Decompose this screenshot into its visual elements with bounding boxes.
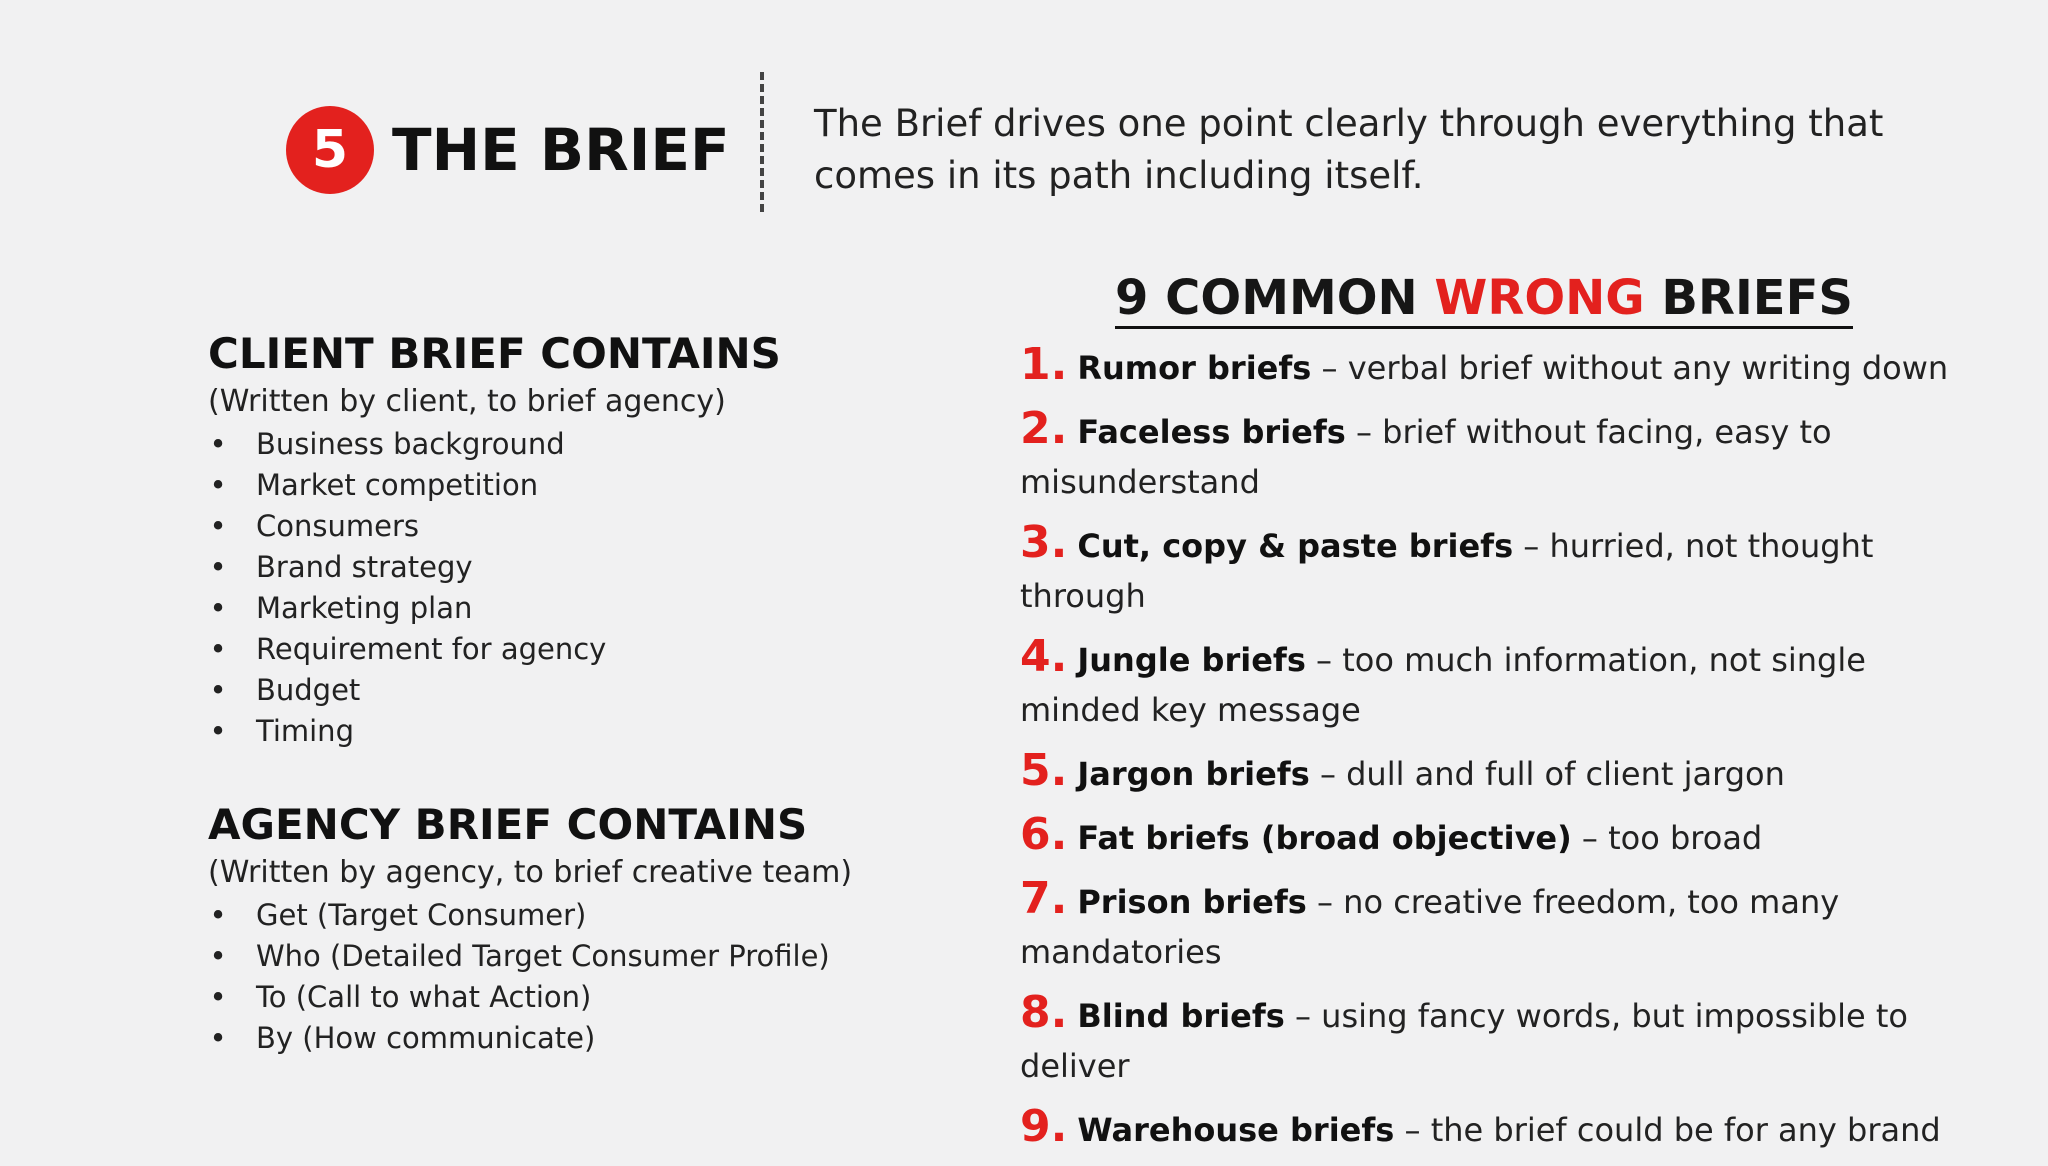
- wrong-brief-item: [1020, 404, 1960, 507]
- bullet-icon: •: [209, 427, 227, 461]
- wrong-brief-item: [1020, 518, 1960, 621]
- item-description: – too much information, not single minded key message: [1020, 641, 1866, 729]
- item-name: Blind briefs: [1077, 997, 1285, 1035]
- list-item: [208, 547, 848, 588]
- list-item-text: To (Call to what Action): [256, 980, 592, 1014]
- list-item-text: Requirement for agency: [256, 632, 607, 666]
- list-item: [208, 465, 848, 506]
- list-item: [208, 588, 848, 629]
- wrong-brief-item: [1020, 746, 1960, 799]
- item-number: 2.: [1020, 403, 1068, 454]
- item-description: – using fancy words, but impossible to deliver: [1020, 997, 1908, 1085]
- item-name: Jungle briefs: [1077, 641, 1306, 679]
- item-number: 5.: [1020, 745, 1068, 796]
- list-item: [208, 506, 848, 547]
- wrong-brief-item: [1020, 810, 1960, 863]
- agency-brief-list: [208, 895, 848, 1059]
- title-part-2: BRIEFS: [1644, 270, 1853, 326]
- list-item-text: Market competition: [256, 468, 539, 502]
- item-name: Cut, copy & paste briefs: [1077, 527, 1514, 565]
- list-item: [208, 424, 848, 465]
- item-description: – no creative freedom, too many mandatories: [1020, 883, 1840, 971]
- section-number-badge: 5: [286, 106, 374, 194]
- list-item-text: By (How communicate): [256, 1021, 596, 1055]
- item-number: 6.: [1020, 809, 1068, 860]
- client-brief-section: [208, 326, 848, 752]
- list-item-text: Brand strategy: [256, 550, 473, 584]
- list-item-text: Timing: [256, 714, 354, 748]
- item-number: 4.: [1020, 631, 1068, 682]
- title-part-1: 9 COMMON: [1115, 270, 1435, 326]
- page-title: THE BRIEF: [392, 116, 730, 184]
- agency-brief-section: [208, 797, 853, 1059]
- list-item: [208, 1018, 848, 1059]
- header-divider: [760, 72, 764, 212]
- bullet-icon: •: [209, 591, 227, 625]
- header-tagline: The Brief drives one point clearly through everything that comes in its path including itself.: [814, 102, 1884, 197]
- item-number: 9.: [1020, 1101, 1068, 1152]
- bullet-icon: •: [209, 898, 227, 932]
- bullet-icon: •: [209, 980, 227, 1014]
- client-brief-heading: CLIENT BRIEF CONTAINS: [208, 329, 781, 378]
- item-name: Warehouse briefs: [1077, 1111, 1395, 1149]
- wrong-briefs-list: [1020, 340, 1960, 1166]
- list-item-text: Who (Detailed Target Consumer Profile): [256, 939, 830, 973]
- item-description: – the brief could be for any brand: [1394, 1111, 1941, 1149]
- wrong-brief-item: [1020, 340, 1960, 393]
- bullet-icon: •: [209, 468, 227, 502]
- item-name: Fat briefs (broad objective): [1077, 819, 1572, 857]
- item-description: – verbal brief without any writing down: [1311, 349, 1949, 387]
- list-item: [208, 936, 848, 977]
- list-item-text: Consumers: [256, 509, 419, 543]
- title-highlight: WRONG: [1434, 270, 1645, 326]
- item-number: 3.: [1020, 517, 1068, 568]
- wrong-brief-item: [1020, 632, 1960, 735]
- item-name: Faceless briefs: [1077, 413, 1346, 451]
- item-name: Jargon briefs: [1077, 755, 1310, 793]
- item-number: 1.: [1020, 339, 1068, 390]
- item-description: – too broad: [1571, 819, 1763, 857]
- list-item-text: Marketing plan: [256, 591, 473, 625]
- item-name: Prison briefs: [1077, 883, 1307, 921]
- bullet-icon: •: [209, 550, 227, 584]
- wrong-brief-item: [1020, 988, 1960, 1091]
- list-item: [208, 670, 848, 711]
- bullet-icon: •: [209, 714, 227, 748]
- list-item-text: Business background: [256, 427, 565, 461]
- wrong-brief-item: [1020, 1102, 1960, 1155]
- item-description: – brief without facing, easy to misunderstand: [1020, 413, 1832, 501]
- list-item: [208, 895, 848, 936]
- item-description: – hurried, not thought through: [1020, 527, 1874, 615]
- bullet-icon: •: [209, 632, 227, 666]
- wrong-briefs-title: [1020, 268, 1948, 329]
- bullet-icon: •: [209, 673, 227, 707]
- list-item: [208, 629, 848, 670]
- agency-brief-heading: AGENCY BRIEF CONTAINS: [208, 800, 808, 849]
- wrong-brief-item: [1020, 874, 1960, 977]
- list-item-text: Budget: [256, 673, 361, 707]
- item-number: 7.: [1020, 873, 1068, 924]
- list-item: [208, 977, 848, 1018]
- agency-brief-subheading: (Written by agency, to brief creative team): [208, 855, 853, 890]
- list-item-text: Get (Target Consumer): [256, 898, 587, 932]
- item-name: Rumor briefs: [1077, 349, 1312, 387]
- bullet-icon: •: [209, 1021, 227, 1055]
- bullet-icon: •: [209, 509, 227, 543]
- item-description: – dull and full of client jargon: [1309, 755, 1785, 793]
- item-number: 8.: [1020, 987, 1068, 1038]
- list-item: [208, 711, 848, 752]
- client-brief-list: [208, 424, 848, 752]
- wrong-briefs-title-text: [1115, 270, 1853, 329]
- client-brief-subheading: (Written by client, to brief agency): [208, 384, 726, 419]
- bullet-icon: •: [209, 939, 227, 973]
